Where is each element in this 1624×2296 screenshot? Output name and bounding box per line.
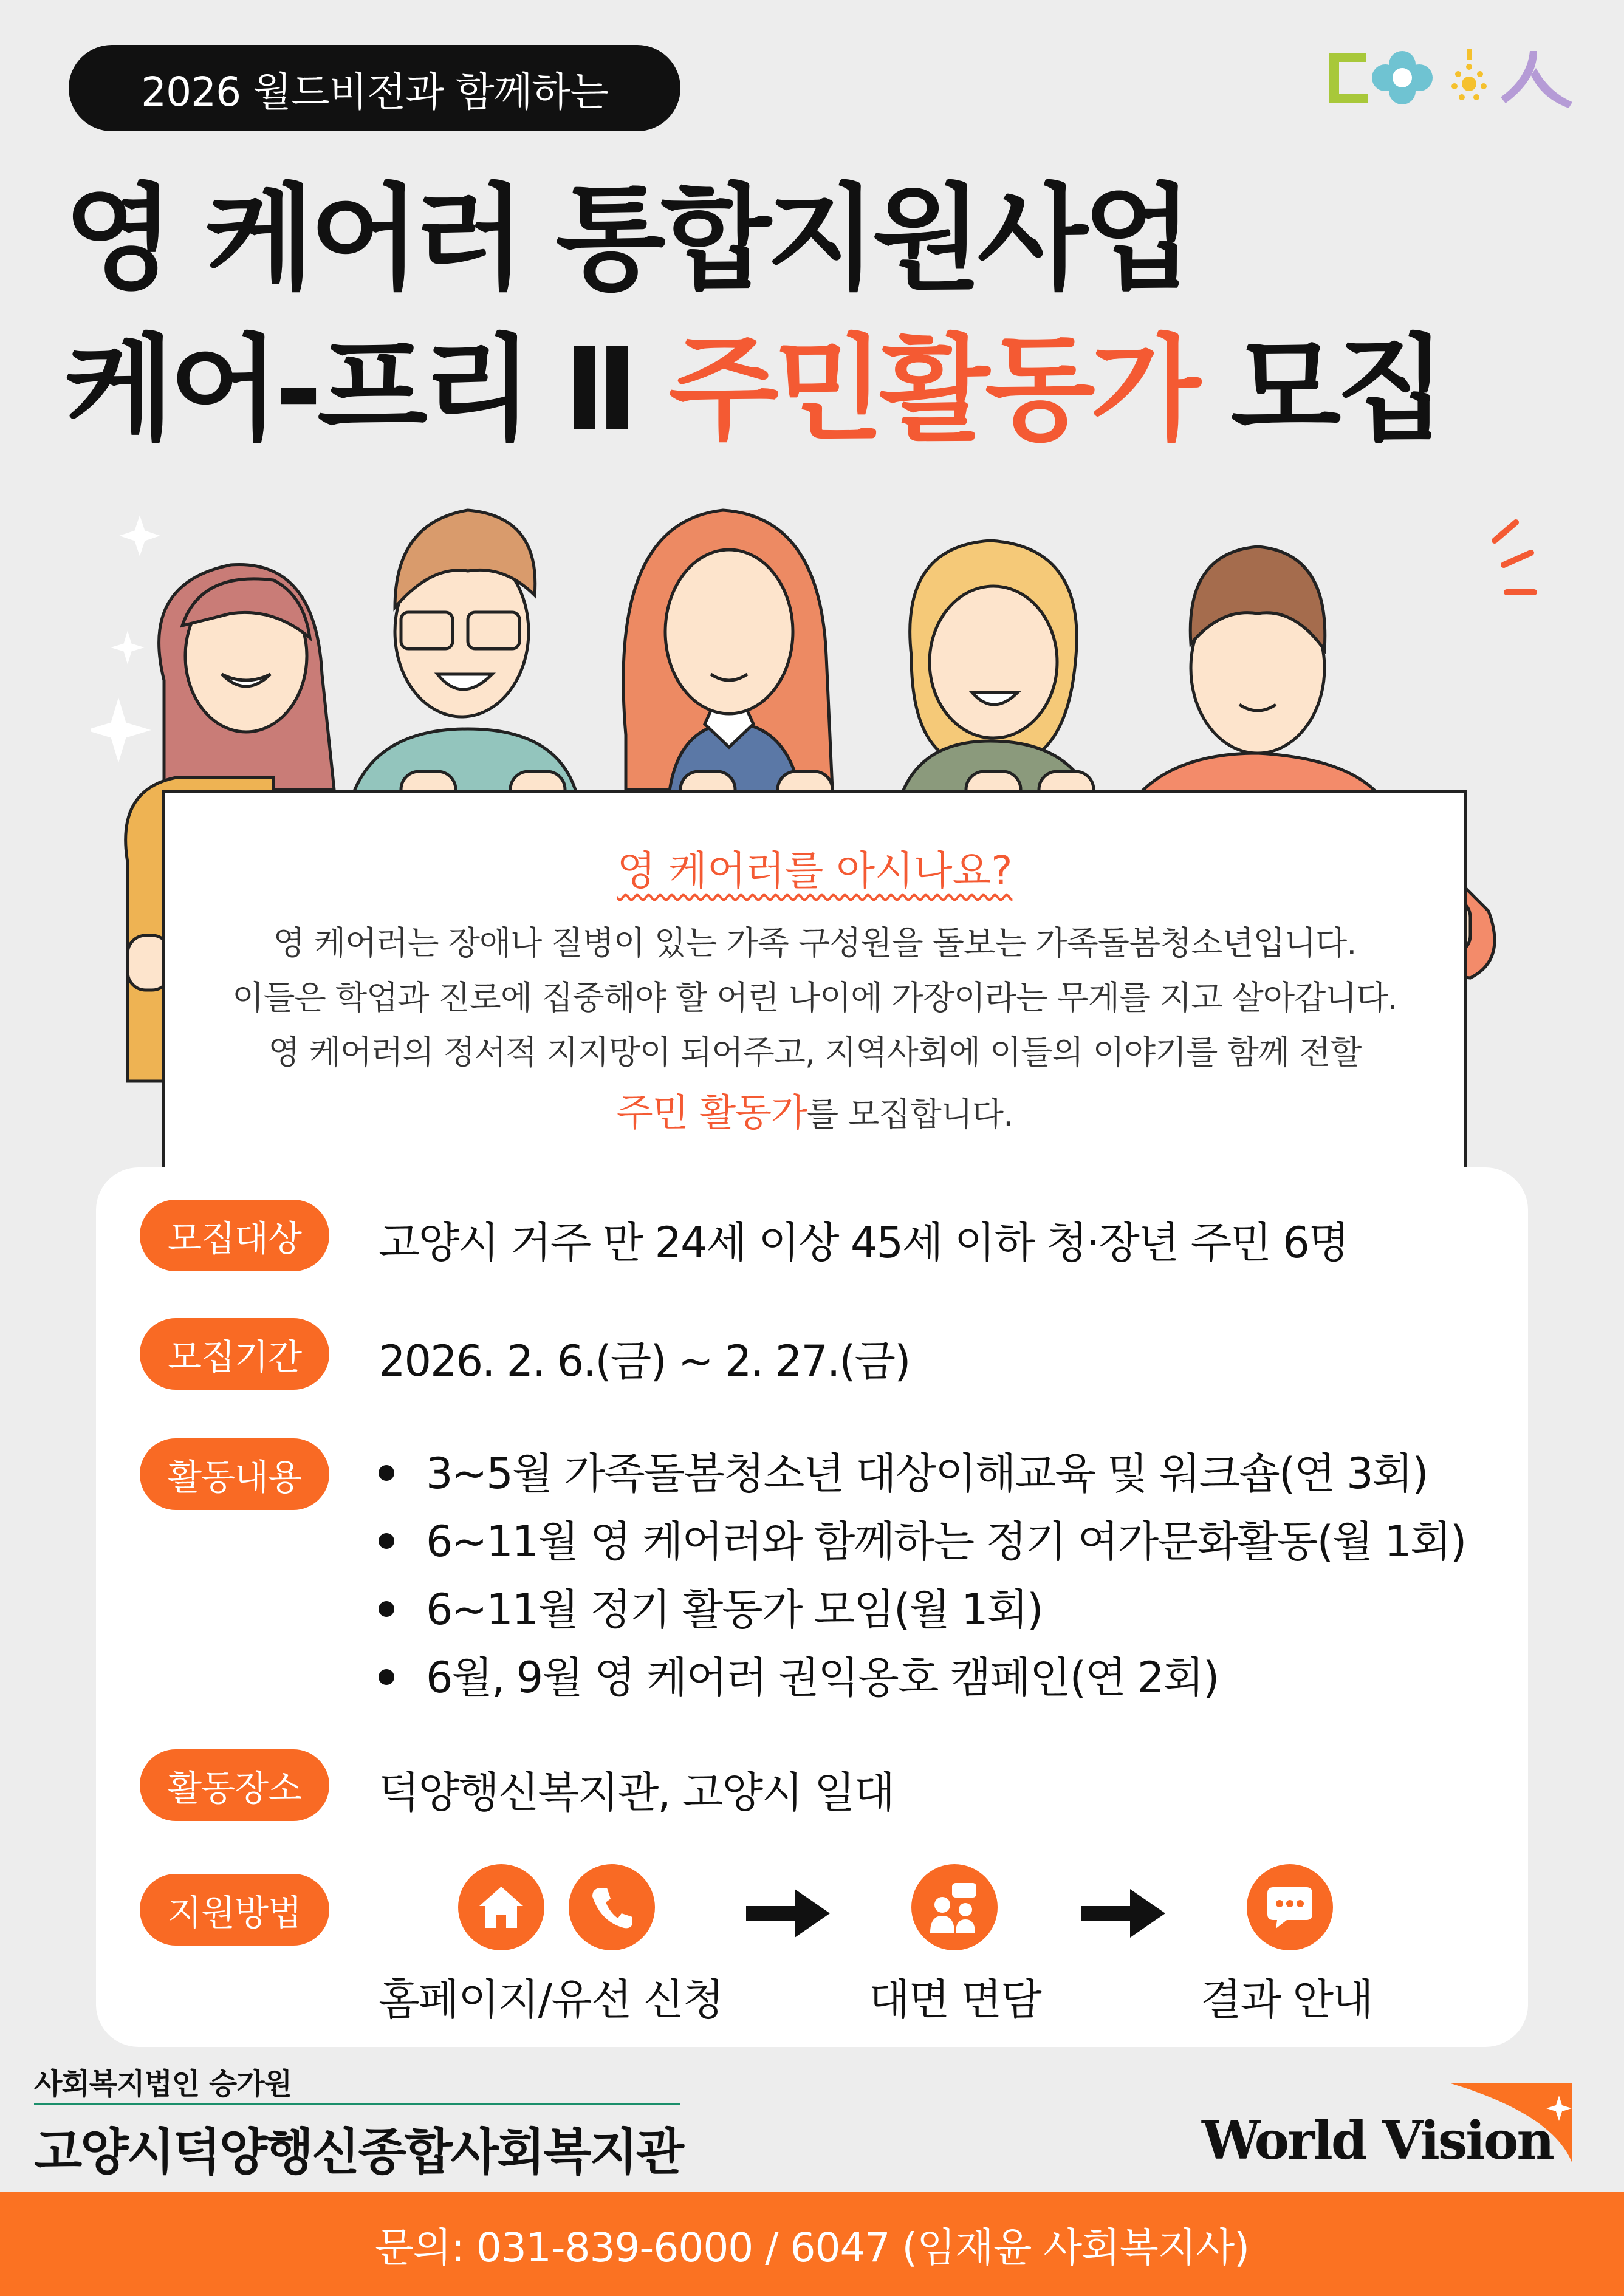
board-text-line-2: 이들은 학업과 진로에 집중해야 할 어린 나이에 가장이라는 무게를 지고 살아갑니다. [232,979,1397,1017]
tag-method: 지원방법 [140,1874,329,1946]
chat-bubble-icon [1247,1864,1333,1950]
tag-period: 모집기간 [140,1318,329,1390]
period-value: 2026. 2. 6.(금) ~ 2. 27.(금) [379,1336,910,1386]
tag-activities: 활동내용 [140,1438,329,1510]
activity-item: 6~11월 영 케어러와 함께하는 정기 여가문화활동(월 1회) [379,1508,1465,1569]
logo-icon [1323,44,1578,111]
interview-icon [911,1864,998,1950]
tag-target: 모집대상 [140,1200,329,1271]
phone-icon [569,1864,655,1950]
step-interview: 대면 면담 [869,1975,1041,2024]
world-vision-logo [1202,2079,1595,2170]
board-line-4-rest: 를 모집합니다. [806,1095,1013,1133]
title-line-1: 영 케어러 통합지원사업 [64,173,1188,306]
parent-organization: 사회복지법인 승가원 [34,2067,292,2101]
board-text-line-4 [162,1082,1467,1136]
place-value: 덕양행신복지관, 고양시 일대 [379,1768,894,1817]
title-accent: 주민활동가 [668,323,1196,456]
arrow-right-icon [746,1889,830,1938]
board-question-text: 영 케어러를 아시나요? [617,847,1013,894]
event-tagline: 2026 월드비전과 함께하는 [69,45,680,131]
title-line-2-part1: 케어-프리 Ⅱ [64,323,669,456]
activity-item: 3~5월 가족돌봄청소년 대상이해교육 및 워크숍(연 3회) [379,1440,1428,1501]
contact-info: 문의: 031-839-6000 / 6047 (임재윤 사회복지사) [0,2192,1624,2296]
board-question [162,838,1467,896]
title-line-2 [64,323,1442,456]
arrow-right-icon [1081,1889,1165,1938]
divider [34,2103,680,2105]
organization-name: 고양시덕양행신종합사회복지관 [34,2123,682,2181]
step-result: 결과 안내 [1201,1975,1372,2024]
board-text-line-3: 영 케어러의 정서적 지지망이 되어주고, 지역사회에 이들의 이야기를 함께 전할 [268,1033,1362,1071]
home-icon [458,1864,544,1950]
activity-item: 6~11월 정기 활동가 모임(월 1회) [379,1576,1043,1637]
title-line-2-part2: 모집 [1196,323,1442,456]
step-apply: 홈페이지/유선 신청 [379,1975,723,2024]
partner-name: World Vision [1202,2110,1553,2171]
board-highlight: 주민 활동가 [616,1090,807,1135]
target-value: 고양시 거주 만 24세 이상 45세 이하 청·장년 주민 6명 [379,1218,1349,1268]
activity-item: 6월, 9월 영 케어러 권익옹호 캠페인(연 2회) [379,1644,1218,1705]
board-text-line-1: 영 케어러는 장애나 질병이 있는 가족 구성원을 돌보는 가족돌봄청소년입니다. [273,924,1357,962]
tag-place: 활동장소 [140,1749,329,1821]
